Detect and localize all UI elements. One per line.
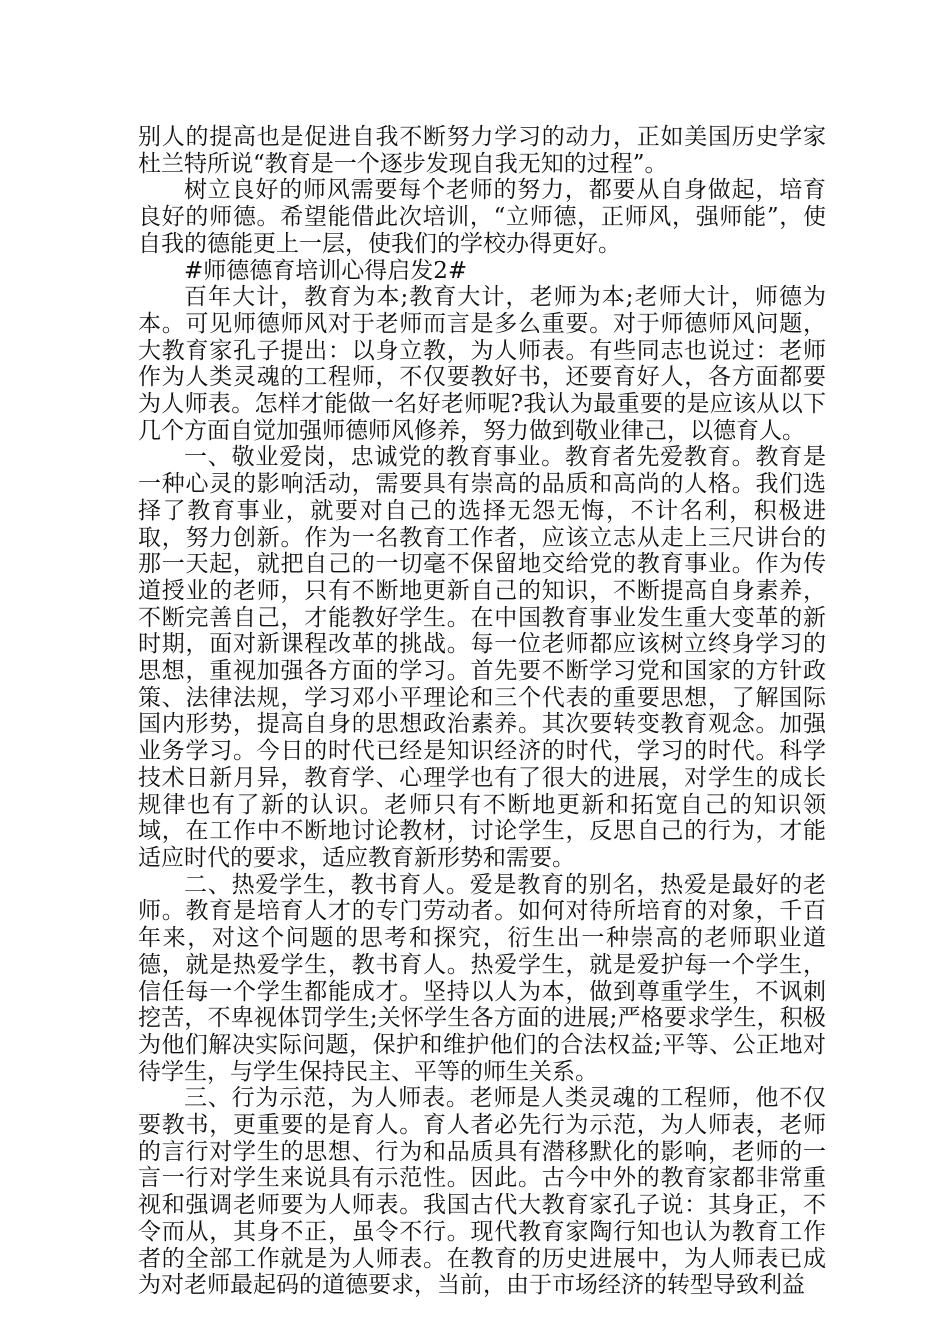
document-body bbox=[138, 124, 826, 1299]
paragraph-6: 三、行为示范，为人师表。老师是人类灵魂的工程师，他不仅要教书，更重要的是育人。育人者必先行为示范，为人师表，老师的言行对学生的思想、行为和品质具有潜移默化的影响，老师的一言一行对学生来说具有示范性。因此。古今中外的教育家都非常重视和强调老师要为人师表。我国古代大教育家孔子说：其身正，不令而从，其身不正，虽令不行。现代教育家陶行知也认为教育工作者的全部工作就是为人师表。在教育的历史进展中，为人师表已成为对老师最起码的道德要求，当前，由于市场经济的转型导致利益 bbox=[138, 1085, 826, 1299]
paragraph-4: 一、敬业爱岗，忠诚党的教育事业。教育者先爱教育。教育是一种心灵的影响活动，需要具有崇高的品质和高尚的人格。我们选择了教育事业，就要对自己的选择无怨无悔，不计名利，积极进取，努力创新。作为一名教育工作者，应该立志从走上三尺讲台的那一天起，就把自己的一切毫不保留地交给党的教育事业。作为传道授业的老师，只有不断地更新自己的知识，不断提高自身素养，不断完善自己，才能教好学生。在中国教育事业发生重大变革的新时期，面对新课程改革的挑战。每一位老师都应该树立终身学习的思想，重视加强各方面的学习。首先要不断学习党和国家的方针政策、法律法规，学习邓小平理论和三个代表的重要思想，了解国际国内形势，提高自身的思想政治素养。其次要转变教育观念。加强业务学习。今日的时代已经是知识经济的时代，学习的时代。科学技术日新月异，教育学、心理学也有了很大的进展，对学生的成长规律也有了新的认识。老师只有不断地更新和拓宽自己的知识领域，在工作中不断地讨论教材，讨论学生，反思自己的行为，才能适应时代的要求，适应教育新形势和需要。 bbox=[138, 444, 826, 871]
paragraph-3: 百年大计，教育为本;教育大计，老师为本;老师大计，师德为本。可见师德师风对于老师而言是多么重要。对于师德师风问题，大教育家孔子提出：以身立教，为人师表。有些同志也说过：老师作为人类灵魂的工程师，不仅要教好书，还要育好人，各方面都要为人师表。怎样才能做一名好老师呢?我认为最重要的是应该从以下几个方面自觉加强师德师风修养，努力做到敬业律己，以德育人。 bbox=[138, 284, 826, 444]
paragraph-2: 树立良好的师风需要每个老师的努力，都要从自身做起，培育良好的师德。希望能借此次培训，“立师德，正师风，强师能”，使自我的德能更上一层，使我们的学校办得更好。 bbox=[138, 177, 826, 257]
section-heading: #师德德育培训心得启发2# bbox=[184, 257, 468, 284]
paragraph-1: 别人的提高也是促进自我不断努力学习的动力，正如美国历史学家杜兰特所说“教育是一个逐步发现自我无知的过程”。 bbox=[138, 124, 826, 177]
paragraph-5: 二、热爱学生，教书育人。爱是教育的别名，热爱是最好的老师。教育是培育人才的专门劳动者。如何对待所培育的对象，千百年来，对这个问题的思考和探究，衍生出一种崇高的老师职业道德，就是热爱学生，教书育人。热爱学生，就是爱护每一个学生，信任每一个学生都能成才。坚持以人为本，做到尊重学生，不讽刺挖苦，不卑视体罚学生;关怀学生各方面的进展;严格要求学生，积极为他们解决实际问题，保护和维护他们的合法权益;平等、公正地对待学生，与学生保持民主、平等的师生关系。 bbox=[138, 871, 826, 1085]
